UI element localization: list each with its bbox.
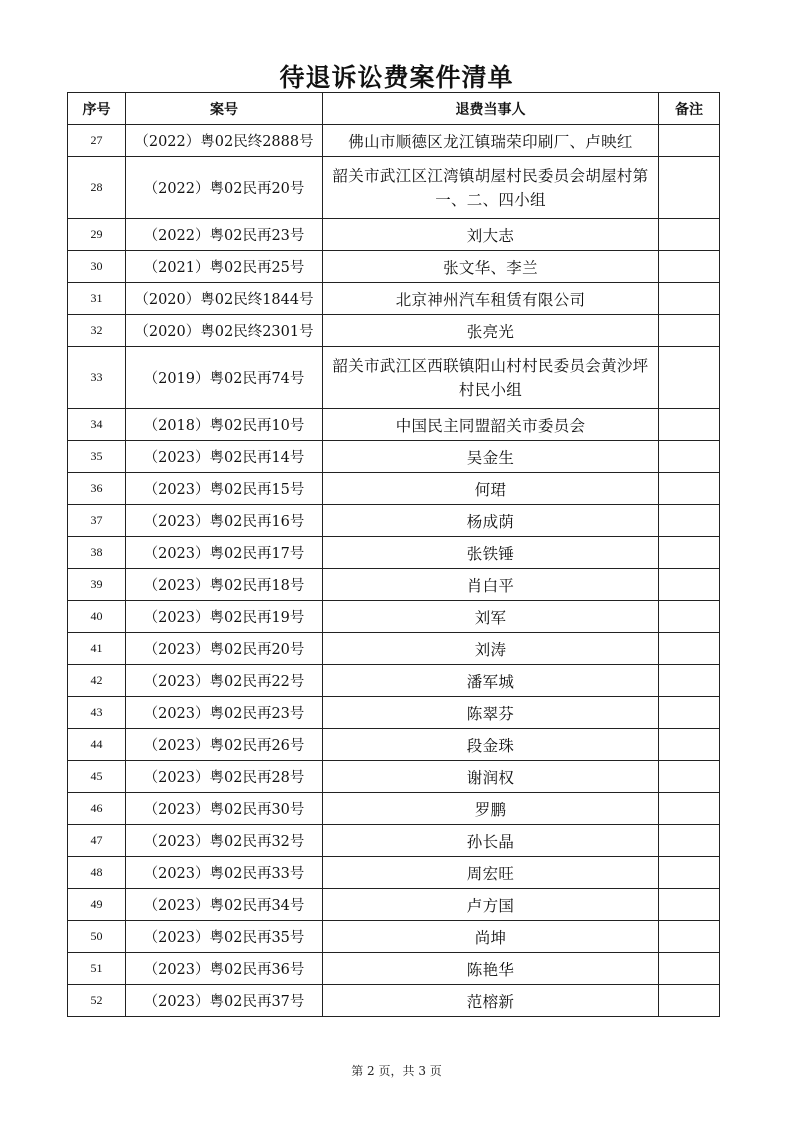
page-footer: 第 2 页，共 3 页: [351, 1064, 442, 1078]
row-case-no: （2020）粤02民终1844号: [126, 283, 323, 315]
table-row: [68, 473, 720, 505]
row-remark: [659, 825, 720, 857]
row-remark: [659, 157, 720, 219]
row-seq: 34: [68, 409, 126, 441]
row-case-no: （2021）粤02民再25号: [126, 251, 323, 283]
row-case-no: （2018）粤02民再10号: [126, 409, 323, 441]
row-seq: 45: [68, 761, 126, 793]
row-party: 韶关市武江区江湾镇胡屋村民委员会胡屋村第一、二、四小组: [323, 157, 659, 219]
row-remark: [659, 665, 720, 697]
row-party: 范榕新: [323, 985, 659, 1017]
row-remark: [659, 441, 720, 473]
row-case-no: （2022）粤02民再23号: [126, 219, 323, 251]
row-seq: 43: [68, 697, 126, 729]
row-seq: 51: [68, 953, 126, 985]
row-case-no: （2023）粤02民再16号: [126, 505, 323, 537]
row-remark: [659, 409, 720, 441]
row-remark: [659, 761, 720, 793]
header-party: 退费当事人: [323, 93, 659, 125]
row-party: 陈翠芬: [323, 697, 659, 729]
table-row: [68, 825, 720, 857]
row-party: 刘涛: [323, 633, 659, 665]
row-party: 卢方国: [323, 889, 659, 921]
row-remark: [659, 283, 720, 315]
table-row: [68, 347, 720, 409]
row-party: 刘军: [323, 601, 659, 633]
table-row: [68, 537, 720, 569]
table-row: [68, 505, 720, 537]
row-seq: 36: [68, 473, 126, 505]
row-party: 吴金生: [323, 441, 659, 473]
row-remark: [659, 125, 720, 157]
row-case-no: （2023）粤02民再36号: [126, 953, 323, 985]
table-row: [68, 985, 720, 1017]
row-seq: 37: [68, 505, 126, 537]
header-case-no: 案号: [126, 93, 323, 125]
row-case-no: （2023）粤02民再23号: [126, 697, 323, 729]
table-row: [68, 761, 720, 793]
row-remark: [659, 697, 720, 729]
row-remark: [659, 633, 720, 665]
row-case-no: （2023）粤02民再18号: [126, 569, 323, 601]
row-remark: [659, 985, 720, 1017]
row-seq: 52: [68, 985, 126, 1017]
row-seq: 27: [68, 125, 126, 157]
row-party: 张铁锤: [323, 537, 659, 569]
row-case-no: （2023）粤02民再33号: [126, 857, 323, 889]
row-seq: 46: [68, 793, 126, 825]
row-party: 张文华、李兰: [323, 251, 659, 283]
row-party: 段金珠: [323, 729, 659, 761]
row-remark: [659, 953, 720, 985]
row-remark: [659, 921, 720, 953]
row-case-no: （2023）粤02民再28号: [126, 761, 323, 793]
row-case-no: （2023）粤02民再14号: [126, 441, 323, 473]
row-case-no: （2023）粤02民再34号: [126, 889, 323, 921]
row-party: 肖白平: [323, 569, 659, 601]
row-case-no: （2023）粤02民再17号: [126, 537, 323, 569]
row-case-no: （2023）粤02民再37号: [126, 985, 323, 1017]
table-row: [68, 953, 720, 985]
row-remark: [659, 729, 720, 761]
table-row: [68, 921, 720, 953]
table-row: [68, 697, 720, 729]
row-case-no: （2023）粤02民再15号: [126, 473, 323, 505]
row-seq: 50: [68, 921, 126, 953]
row-seq: 33: [68, 347, 126, 409]
row-seq: 35: [68, 441, 126, 473]
row-remark: [659, 793, 720, 825]
row-seq: 29: [68, 219, 126, 251]
table-row: [68, 409, 720, 441]
table-row: [68, 441, 720, 473]
row-remark: [659, 601, 720, 633]
row-party: 韶关市武江区西联镇阳山村村民委员会黄沙坪村民小组: [323, 347, 659, 409]
row-seq: 28: [68, 157, 126, 219]
row-party: 中国民主同盟韶关市委员会: [323, 409, 659, 441]
row-seq: 30: [68, 251, 126, 283]
table-row: [68, 569, 720, 601]
row-case-no: （2023）粤02民再26号: [126, 729, 323, 761]
row-case-no: （2020）粤02民终2301号: [126, 315, 323, 347]
row-case-no: （2023）粤02民再35号: [126, 921, 323, 953]
row-seq: 44: [68, 729, 126, 761]
row-remark: [659, 537, 720, 569]
row-party: 刘大志: [323, 219, 659, 251]
table-row: [68, 793, 720, 825]
refund-case-table: [67, 92, 720, 1017]
row-case-no: （2023）粤02民再19号: [126, 601, 323, 633]
row-seq: 41: [68, 633, 126, 665]
header-remark: 备注: [659, 93, 720, 125]
row-case-no: （2023）粤02民再32号: [126, 825, 323, 857]
row-case-no: （2023）粤02民再22号: [126, 665, 323, 697]
row-party: 周宏旺: [323, 857, 659, 889]
row-remark: [659, 857, 720, 889]
row-remark: [659, 219, 720, 251]
row-remark: [659, 347, 720, 409]
row-party: 北京神州汽车租赁有限公司: [323, 283, 659, 315]
row-remark: [659, 473, 720, 505]
table-row: [68, 665, 720, 697]
row-case-no: （2019）粤02民再74号: [126, 347, 323, 409]
row-seq: 48: [68, 857, 126, 889]
row-seq: 47: [68, 825, 126, 857]
row-party: 陈艳华: [323, 953, 659, 985]
row-party: 尚坤: [323, 921, 659, 953]
row-case-no: （2023）粤02民再20号: [126, 633, 323, 665]
row-party: 何珺: [323, 473, 659, 505]
row-seq: 40: [68, 601, 126, 633]
row-party: 杨成荫: [323, 505, 659, 537]
row-remark: [659, 569, 720, 601]
table-header-row: [68, 93, 720, 125]
row-seq: 39: [68, 569, 126, 601]
row-seq: 38: [68, 537, 126, 569]
table-row: [68, 633, 720, 665]
row-remark: [659, 315, 720, 347]
row-party: 孙长晶: [323, 825, 659, 857]
row-seq: 49: [68, 889, 126, 921]
row-case-no: （2022）粤02民终2888号: [126, 125, 323, 157]
table-row: [68, 251, 720, 283]
row-party: 张亮光: [323, 315, 659, 347]
row-party: 罗鹏: [323, 793, 659, 825]
row-seq: 32: [68, 315, 126, 347]
row-party: 佛山市顺德区龙江镇瑞荣印刷厂、卢映红: [323, 125, 659, 157]
page-title: 待退诉讼费案件清单: [279, 63, 514, 92]
row-remark: [659, 889, 720, 921]
row-case-no: （2022）粤02民再20号: [126, 157, 323, 219]
table-row: [68, 315, 720, 347]
header-seq: 序号: [68, 93, 126, 125]
table-row: [68, 157, 720, 219]
row-seq: 31: [68, 283, 126, 315]
table-row: [68, 283, 720, 315]
table-row: [68, 219, 720, 251]
row-seq: 42: [68, 665, 126, 697]
row-remark: [659, 251, 720, 283]
row-case-no: （2023）粤02民再30号: [126, 793, 323, 825]
table-row: [68, 889, 720, 921]
row-party: 谢润权: [323, 761, 659, 793]
table-row: [68, 125, 720, 157]
row-remark: [659, 505, 720, 537]
table-row: [68, 601, 720, 633]
table-row: [68, 857, 720, 889]
table-row: [68, 729, 720, 761]
row-party: 潘军城: [323, 665, 659, 697]
